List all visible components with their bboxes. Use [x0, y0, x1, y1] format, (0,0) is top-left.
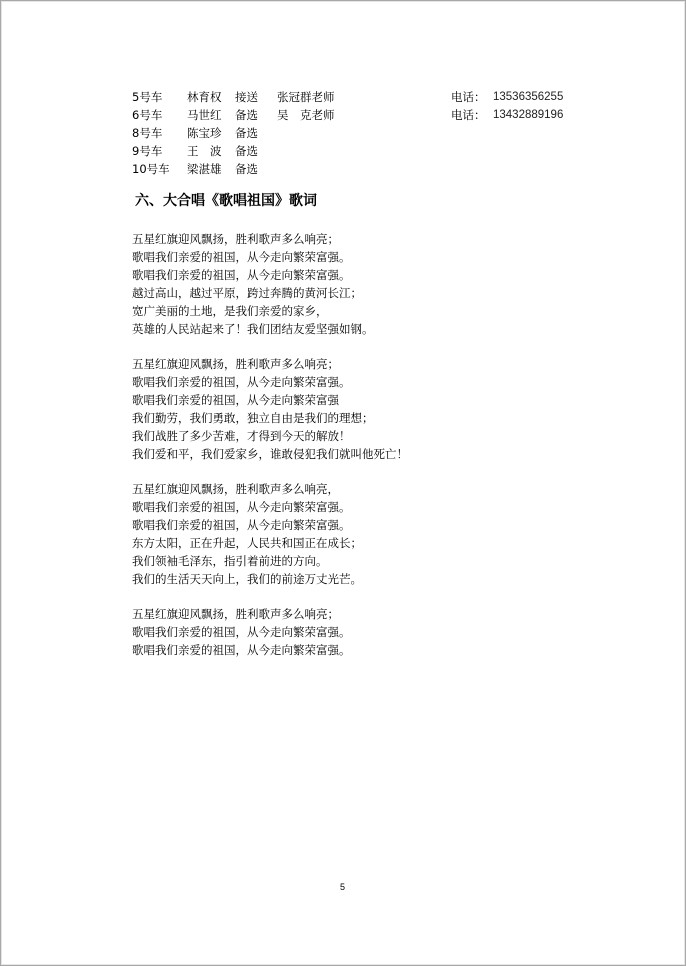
teacher-name: 张冠群老师 [277, 90, 335, 104]
lyric-line: 五星红旗迎风飘扬，胜利歌声多么响亮， [132, 482, 339, 496]
vehicle-number: 9号车 [132, 144, 163, 158]
driver-name: 林育权 [187, 90, 222, 104]
driver-name: 马世红 [187, 108, 222, 122]
vehicle-table [132, 88, 602, 178]
phone-number: 13536356255 [493, 91, 564, 103]
lyric-line: 歌唱我们亲爱的祖国，从今走向繁荣富强。 [132, 375, 351, 389]
lyric-line: 歌唱我们亲爱的祖国，从今走向繁荣富强。 [132, 268, 351, 282]
driver-name: 陈宝珍 [187, 126, 222, 140]
vehicle-role: 备选 [235, 126, 258, 140]
vehicle-row [132, 106, 602, 124]
vehicle-role: 备选 [235, 108, 258, 122]
vehicle-role: 备选 [235, 144, 258, 158]
teacher-name: 吴 克老师 [277, 108, 335, 122]
lyric-line: 我们领袖毛泽东，指引着前进的方向。 [132, 554, 328, 568]
vehicle-row [132, 88, 602, 106]
vehicle-number: 5号车 [132, 90, 163, 104]
lyrics-stanza-3 [132, 480, 408, 588]
lyric-line: 五星红旗迎风飘扬，胜利歌声多么响亮； [132, 357, 339, 371]
lyric-line: 宽广美丽的土地，是我们亲爱的家乡， [132, 304, 328, 318]
lyric-line: 我们的生活天天向上，我们的前途万丈光芒。 [132, 572, 362, 586]
lyric-line: 歌唱我们亲爱的祖国，从今走向繁荣富强。 [132, 500, 351, 514]
lyrics-stanza-4 [132, 605, 408, 659]
lyric-line: 东方太阳，正在升起，人民共和国正在成长； [132, 536, 362, 550]
lyrics-stanza-2 [132, 355, 408, 463]
lyric-line: 五星红旗迎风飘扬，胜利歌声多么响亮； [132, 232, 339, 246]
phone-number: 13432889196 [493, 109, 564, 121]
lyric-line: 歌唱我们亲爱的祖国，从今走向繁荣富强。 [132, 518, 351, 532]
lyric-line: 歌唱我们亲爱的祖国，从今走向繁荣富强。 [132, 250, 351, 264]
vehicle-row [132, 142, 602, 160]
section-heading: 六、大合唱《歌唱祖国》歌词 [135, 193, 317, 209]
lyrics-body [132, 230, 408, 676]
lyric-line: 我们勤劳，我们勇敢，独立自由是我们的理想； [132, 411, 374, 425]
lyric-line: 越过高山，越过平原，跨过奔腾的黄河长江； [132, 286, 362, 300]
phone-label: 电话： [451, 90, 486, 104]
lyric-line: 我们爱和平，我们爱家乡，谁敢侵犯我们就叫他死亡！ [132, 447, 408, 461]
phone-label: 电话： [451, 108, 486, 122]
lyrics-stanza-1 [132, 230, 408, 338]
lyric-line: 歌唱我们亲爱的祖国，从今走向繁荣富强 [132, 393, 339, 407]
lyric-line: 歌唱我们亲爱的祖国，从今走向繁荣富强。 [132, 643, 351, 657]
vehicle-number: 8号车 [132, 126, 163, 140]
lyric-line: 英雄的人民站起来了！我们团结友爱坚强如钢。 [132, 322, 374, 336]
vehicle-number: 10号车 [132, 162, 170, 176]
driver-name: 梁湛雄 [187, 162, 222, 176]
vehicle-role: 备选 [235, 162, 258, 176]
vehicle-row [132, 124, 602, 142]
vehicle-role: 接送 [235, 90, 258, 104]
lyric-line: 歌唱我们亲爱的祖国，从今走向繁荣富强。 [132, 625, 351, 639]
vehicle-row [132, 160, 602, 178]
vehicle-number: 6号车 [132, 108, 163, 122]
page-number: 5 [340, 882, 346, 892]
lyric-line: 五星红旗迎风飘扬，胜利歌声多么响亮； [132, 607, 339, 621]
driver-name: 王 波 [187, 144, 222, 158]
lyric-line: 我们战胜了多少苦难，才得到今天的解放！ [132, 429, 351, 443]
